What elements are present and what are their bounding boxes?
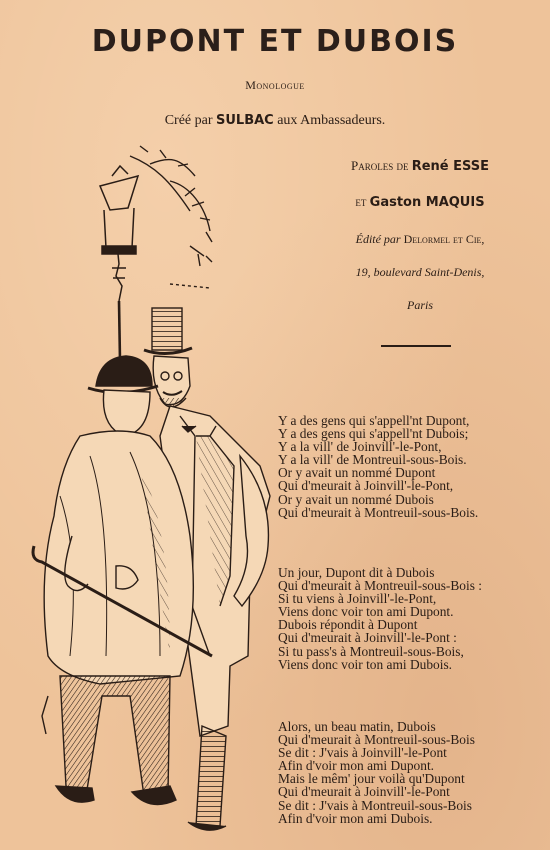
verse-line: Alors, un beau matin, Dubois [278,719,436,734]
stanza-3 [278,720,475,825]
created-suffix: aux Ambassadeurs. [277,113,386,128]
publisher-city: Paris [406,298,433,312]
publisher-address: 19, boulevard Saint-Denis, [355,265,485,279]
subtitle: Monologue [245,78,305,92]
created-prefix: Créé par [164,113,213,128]
author-1: René ESSE [411,159,490,174]
verse-line: Si tu pass's à Montreuil-sous-Bois, [278,643,464,659]
section-divider [381,345,451,347]
verse-line: Dubois répondit à Dupont [278,617,418,633]
tree-branch-drawing [130,146,212,288]
publisher-line [305,232,535,247]
stanza-2 [278,566,482,671]
verse-line: Y a des gens qui s'appell'nt Dupont, [278,413,470,428]
city-line [305,298,535,313]
verse-line: Mais le mêm' jour voilà qu'Dupont [278,771,465,787]
verse-line: Y a des gens qui s'appell'nt Dubois; [278,426,469,442]
verse-line: Se dit : J'vais à Montreuil-sous-Bois [278,797,472,813]
and-label: et [355,194,367,209]
verse-line: Viens donc voir ton ami Dupont. [278,604,454,620]
verse-line: Or y avait un nommé Dupont [278,465,436,481]
verse-line: Qui d'meurait à Joinvill'-le-Pont [278,784,450,800]
two-gentlemen-walking-under-street-lamp-illustration [20,136,282,840]
lyricist-line-1 [305,158,535,174]
created-by-line [0,113,550,129]
verse-line: Y a la vill' de Joinvill'-le-Pont, [278,439,442,455]
performer-name: SULBAC [216,113,274,128]
verse-line: Si tu viens à Joinvill'-le-Pont, [278,591,437,607]
publisher-name: Delormel et Cie, [403,232,485,246]
verse-line: Qui d'meurait à Montreuil-sous-Bois. [278,504,479,520]
lyricist-line-2 [305,194,535,210]
verse-line: Y a la vill' de Montreuil-sous-Bois. [278,452,467,468]
verse-line: Viens donc voir ton ami Dubois. [278,656,452,672]
edited-label: Édité par [355,232,401,246]
verse-line: Qui d'meurait à Montreuil-sous-Bois : [278,578,482,594]
paroles-label: Paroles de [350,158,409,173]
author-2: Gaston MAQUIS [369,195,485,210]
verse-line: Afin d'voir mon ami Dupont. [278,758,435,774]
stanza-1 [278,414,478,519]
verse-line: Afin d'voir mon ami Dubois. [278,810,433,826]
verse-line: Un jour, Dupont dit à Dubois [278,565,435,580]
address-line [305,265,535,280]
street-lamp-drawing [100,166,138,361]
verse-line: Or y avait un nommé Dubois [278,491,434,507]
verse-line: Qui d'meurait à Joinvill'-le-Pont : [278,630,457,646]
verse-line: Qui d'meurait à Montreuil-sous-Bois [278,732,475,748]
verse-line: Se dit : J'vais à Joinvill'-le-Pont [278,745,447,761]
verse-line: Qui d'meurait à Joinvill'-le-Pont, [278,478,454,494]
page-title: DUPONT ET DUBOIS [91,24,459,59]
